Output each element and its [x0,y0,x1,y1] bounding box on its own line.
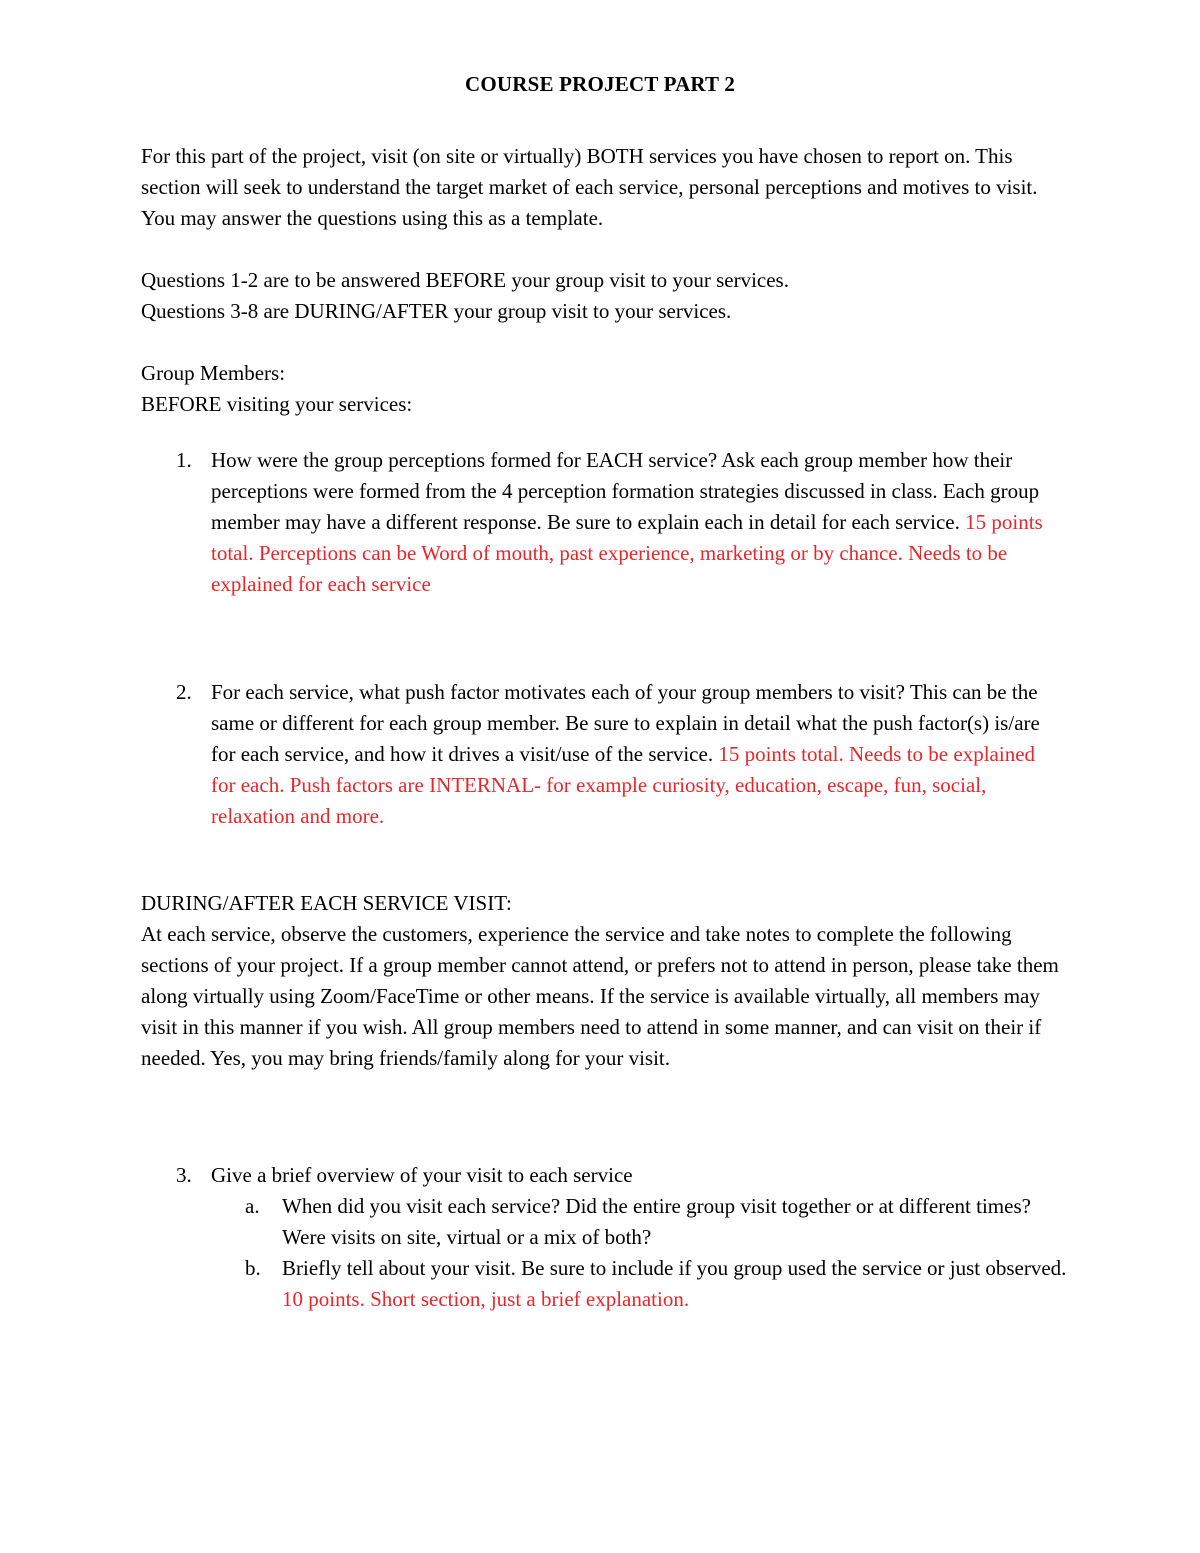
during-heading: DURING/AFTER EACH SERVICE VISIT: [141,891,512,915]
questions-during-line: Questions 3-8 are DURING/AFTER your group visit to your services. [141,299,732,323]
sub-question-body: Briefly tell about your visit. Be sure to include if you group used the service or just observed. [282,1256,1077,1280]
question-body: For each service, what push factor motivates each of your group members to visit? This can be the same or different for each group member. Be sure to explain in detail what the push factor(s) is/are for each service, and how it drives a visit/use of the service. [211,680,1040,766]
question-body: Give a brief overview of your visit to each service [211,1163,633,1187]
sub-question-letter: b. [245,1256,261,1280]
question-number: 3. [176,1163,192,1187]
grading-note: 10 points. Short section, just a brief explanation. [282,1287,690,1311]
grading-note: 15 points total. Needs to be explained for each. Push factors are INTERNAL- for example curiosity, education, escape, fun, social, relaxation and more. [211,742,1036,828]
sub-question-letter: a. [245,1194,260,1218]
group-members-label: Group Members: [141,361,286,385]
question-number: 2. [176,680,192,704]
question-body: How were the group perceptions formed for EACH service? Ask each group member how their perceptions were formed from the 4 perception formation strategies discussed in class. Each group member may have a different response. Be sure to explain each in detail for each service. [211,448,1040,534]
question-text [211,677,1061,832]
questions-before-line: Questions 1-2 are to be answered BEFORE your group visit to your services. [141,268,789,292]
before-heading: BEFORE visiting your services: [141,392,413,416]
sub-question-text [282,1253,1077,1315]
intro-paragraph: For this part of the project, visit (on site or virtually) BOTH services you have chosen to report on. This section will seek to understand the target market of each service, personal perceptions and motives to visit. You may answer the questions using this as a template. [141,144,1038,230]
during-paragraph: At each service, observe the customers, experience the service and take notes to complete the following sections of your project. If a group member cannot attend, or prefers not to attend in person, please take them along virtually using Zoom/FaceTime or other means. If the service is available virtually, all members may visit in this manner if you wish. All group members need to attend in some manner, and can visit on their if needed. Yes, you may bring friends/family along for your visit. [141,922,1059,1070]
document-title: COURSE PROJECT PART 2 [464,72,736,96]
sub-question-text: When did you visit each service? Did the entire group visit together or at different times? Were visits on site, virtual or a mix of both? [282,1194,1031,1249]
grading-note: 15 points total. Perceptions can be Word of mouth, past experience, marketing or by chance. Needs to be explained for each service [211,510,1043,596]
question-text [211,445,1061,600]
question-number: 1. [176,448,192,472]
